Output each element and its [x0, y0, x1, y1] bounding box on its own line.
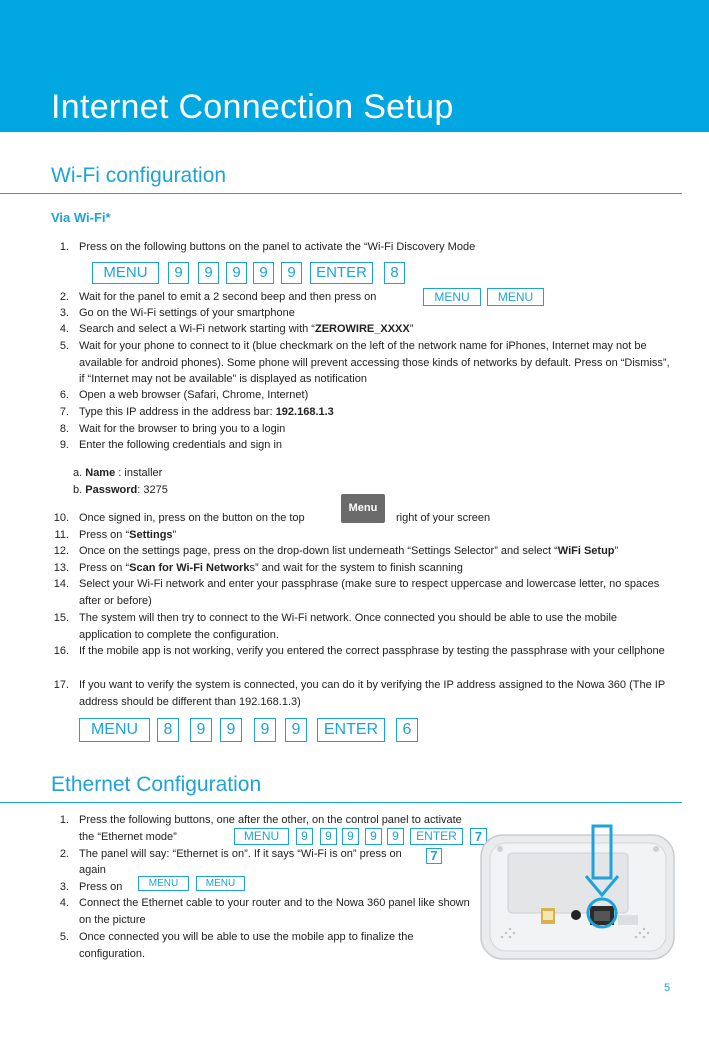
key-digit: 9 [254, 718, 276, 742]
key-digit: 9 [387, 828, 404, 845]
header-banner [0, 0, 709, 132]
key-digit: 9 [320, 828, 337, 845]
key-menu: MENU [234, 828, 289, 845]
key-digit: 9 [296, 828, 313, 845]
wifi-subheading: Via Wi-Fi* [51, 210, 111, 225]
key-digit: 7 [470, 828, 487, 845]
key-digit: 6 [396, 718, 418, 742]
nowa-360-panel-image [478, 823, 678, 963]
key-menu: MENU [196, 876, 245, 891]
key-digit: 9 [198, 262, 219, 284]
wifi-heading-rule [0, 193, 682, 194]
key-enter: ENTER [317, 718, 385, 742]
credential-name: a. Name : installer [73, 467, 163, 479]
key-digit: 8 [157, 718, 179, 742]
page-title: Internet Connection Setup [51, 88, 454, 126]
page-number: 5 [664, 982, 671, 994]
app-menu-button: Menu [341, 494, 385, 523]
key-digit: 9 [285, 718, 307, 742]
ethernet-heading-rule [0, 802, 682, 803]
key-digit: 9 [226, 262, 247, 284]
key-digit: 9 [220, 718, 242, 742]
key-digit: 8 [384, 262, 405, 284]
key-enter: ENTER [310, 262, 373, 284]
key-digit: 9 [190, 718, 212, 742]
key-menu: MENU [92, 262, 159, 284]
ethernet-heading: Ethernet Configuration [51, 773, 262, 796]
key-menu: MENU [487, 288, 544, 306]
wifi-heading: Wi-Fi configuration [51, 164, 227, 187]
credential-password: b. Password: 3275 [73, 484, 168, 496]
key-digit: 9 [281, 262, 302, 284]
key-menu: MENU [79, 718, 150, 742]
key-digit: 9 [253, 262, 274, 284]
key-enter: ENTER [410, 828, 463, 845]
key-digit: 9 [168, 262, 189, 284]
key-digit: 9 [342, 828, 359, 845]
key-menu: MENU [138, 876, 189, 891]
key-digit: 9 [365, 828, 382, 845]
key-digit: 7 [426, 848, 442, 864]
key-menu: MENU [423, 288, 481, 306]
